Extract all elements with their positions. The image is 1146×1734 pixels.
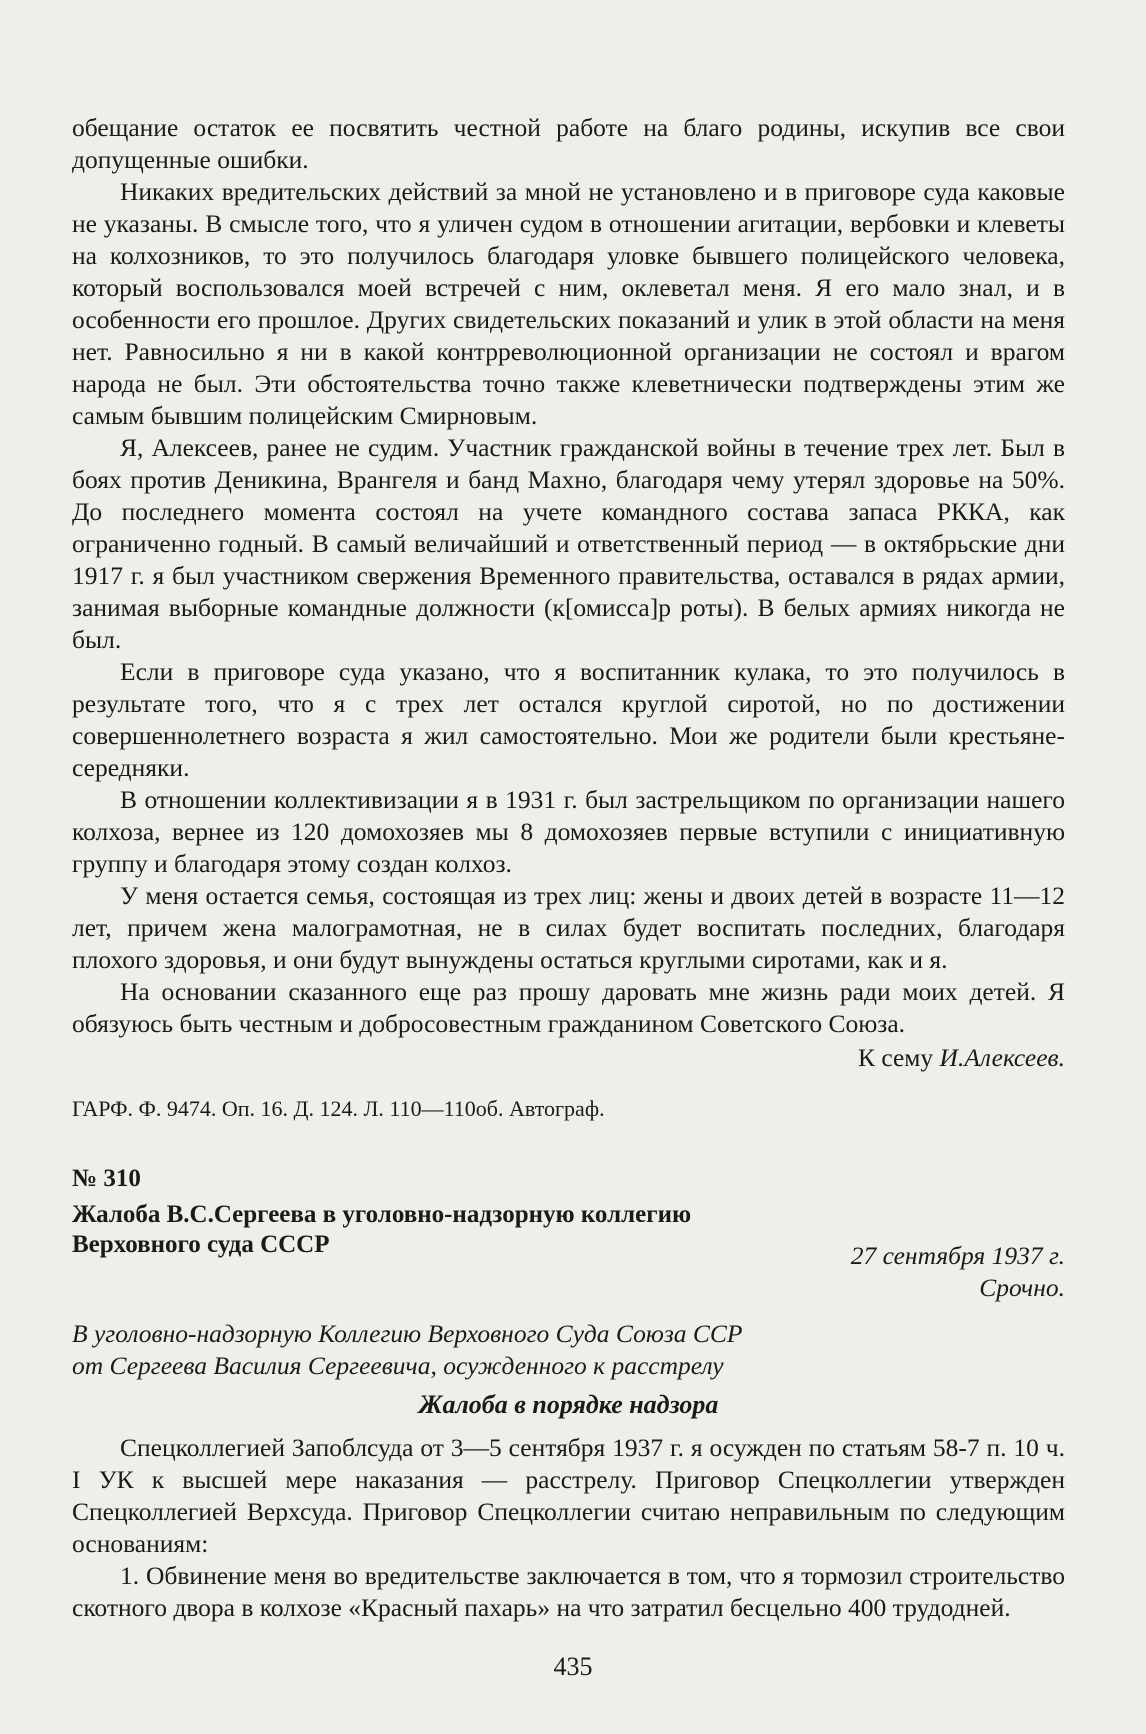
- signature-line: [72, 1042, 1065, 1074]
- page-body: [72, 112, 1065, 1624]
- document-title-line1: Жалоба В.С.Сергеева в уголовно-надзорную коллегию: [72, 1201, 692, 1228]
- archive-source: ГАРФ. Ф. 9474. Оп. 16. Д. 124. Л. 110—110об. Автограф.: [72, 1096, 605, 1121]
- complaint-paragraph: Спецколлегией Запоблсуда от 3—5 сентября 1937 г. я осужден по статьям 58-7 п. 10 ч. I УК к высшей мере наказания — расстрелу. Приговор Спецколлегии утвержден Спецколлегией Верхсуда. Приговор Спецколлегии считаю неправильным по следующим основаниям:: [72, 1433, 1065, 1558]
- document-address: [72, 1318, 1065, 1382]
- document-title-line2: Верховного суда СССР: [72, 1231, 330, 1258]
- signature-prefix: К сему: [857, 1043, 940, 1072]
- continuation-paragraph: обещание остаток ее посвятить честной работе на благо родины, искупив все свои допущенные ошибки.: [72, 113, 1065, 174]
- signature-name: И.Алексеев.: [939, 1043, 1065, 1072]
- address-line1: В уголовно-надзорную Коллегию Верховного Суда Союза ССР: [72, 1319, 743, 1348]
- page-number: 435: [553, 1652, 593, 1681]
- document-date: 27 сентября 1937 г.: [850, 1241, 1065, 1270]
- body-paragraph: Никаких вредительских действий за мной не установлено и в приговоре суда каковые не указаны. В смысле того, что я уличен судом в отношении агитации, вербовки и клеветы на колхозников, то это получилось благодаря уловке бывшего полицейского человека, который воспользовался моей встречей с ним, оклеветал меня. Я его мало знал, и в особенности его прошлое. Других свидетельских показаний и улик в этой области на меня нет. Равносильно я ни в какой контрреволюционной организации не состоял и врагом народа не был. Эти обстоятельства точно также клеветнически подтверждены этим же самым бывшим полицейским Смирновым.: [72, 177, 1065, 430]
- complaint-paragraph: 1. Обвинение меня во вредительстве заключается в том, что я тормозил строительство скотного двора в колхозе «Красный пахарь» на что затратил бесцельно 400 трудодней.: [72, 1561, 1065, 1622]
- body-paragraph: Я, Алексеев, ранее не судим. Участник гражданской войны в течение трех лет. Был в боях против Деникина, Врангеля и банд Махно, благодаря чему утерял здоровье на 50%. До последнего момента состоял на учете командного состава запаса РККА, как ограниченно годный. В самый величайший и ответственный период — в октябрьские дни 1917 г. я был участником свержения Временного правительства, оставался в рядах армии, занимая выборные командные должности (к[омисса]р роты). В белых армиях никогда не был.: [72, 433, 1065, 654]
- document-urgency: Срочно.: [979, 1273, 1065, 1302]
- body-paragraph: У меня остается семья, состоящая из трех лиц: жены и двоих детей в возрасте 11—12 лет, причем жена малограмотная, не в силах будет воспитать последних, благодаря плохого здоровья, и они будут вынуждены остаться круглыми сиротами, как и я.: [72, 881, 1065, 974]
- body-paragraph: На основании сказанного еще раз прошу даровать мне жизнь ради моих детей. Я обязуюсь быть честным и добросовестным гражданином Советского Союза.: [72, 977, 1065, 1038]
- document-number: № 310: [72, 1165, 141, 1192]
- body-paragraph: В отношении коллективизации я в 1931 г. был застрельщиком по организации нашего колхоза, вернее из 120 домохозяев мы 8 домохозяев первые вступили с инициативную группу и благодаря этому создан колхоз.: [72, 785, 1065, 878]
- body-paragraph: Если в приговоре суда указано, что я воспитанник кулака, то это получилось в результате того, что я с трех лет остался круглой сиротой, но по достижении совершеннолетнего возраста я жил самостоятельно. Мои же родители были крестьяне-середняки.: [72, 657, 1065, 782]
- complaint-heading: Жалоба в порядке надзора: [418, 1390, 719, 1419]
- address-line2: от Сергеева Василия Сергеевича, осужденного к расстрелу: [72, 1351, 724, 1380]
